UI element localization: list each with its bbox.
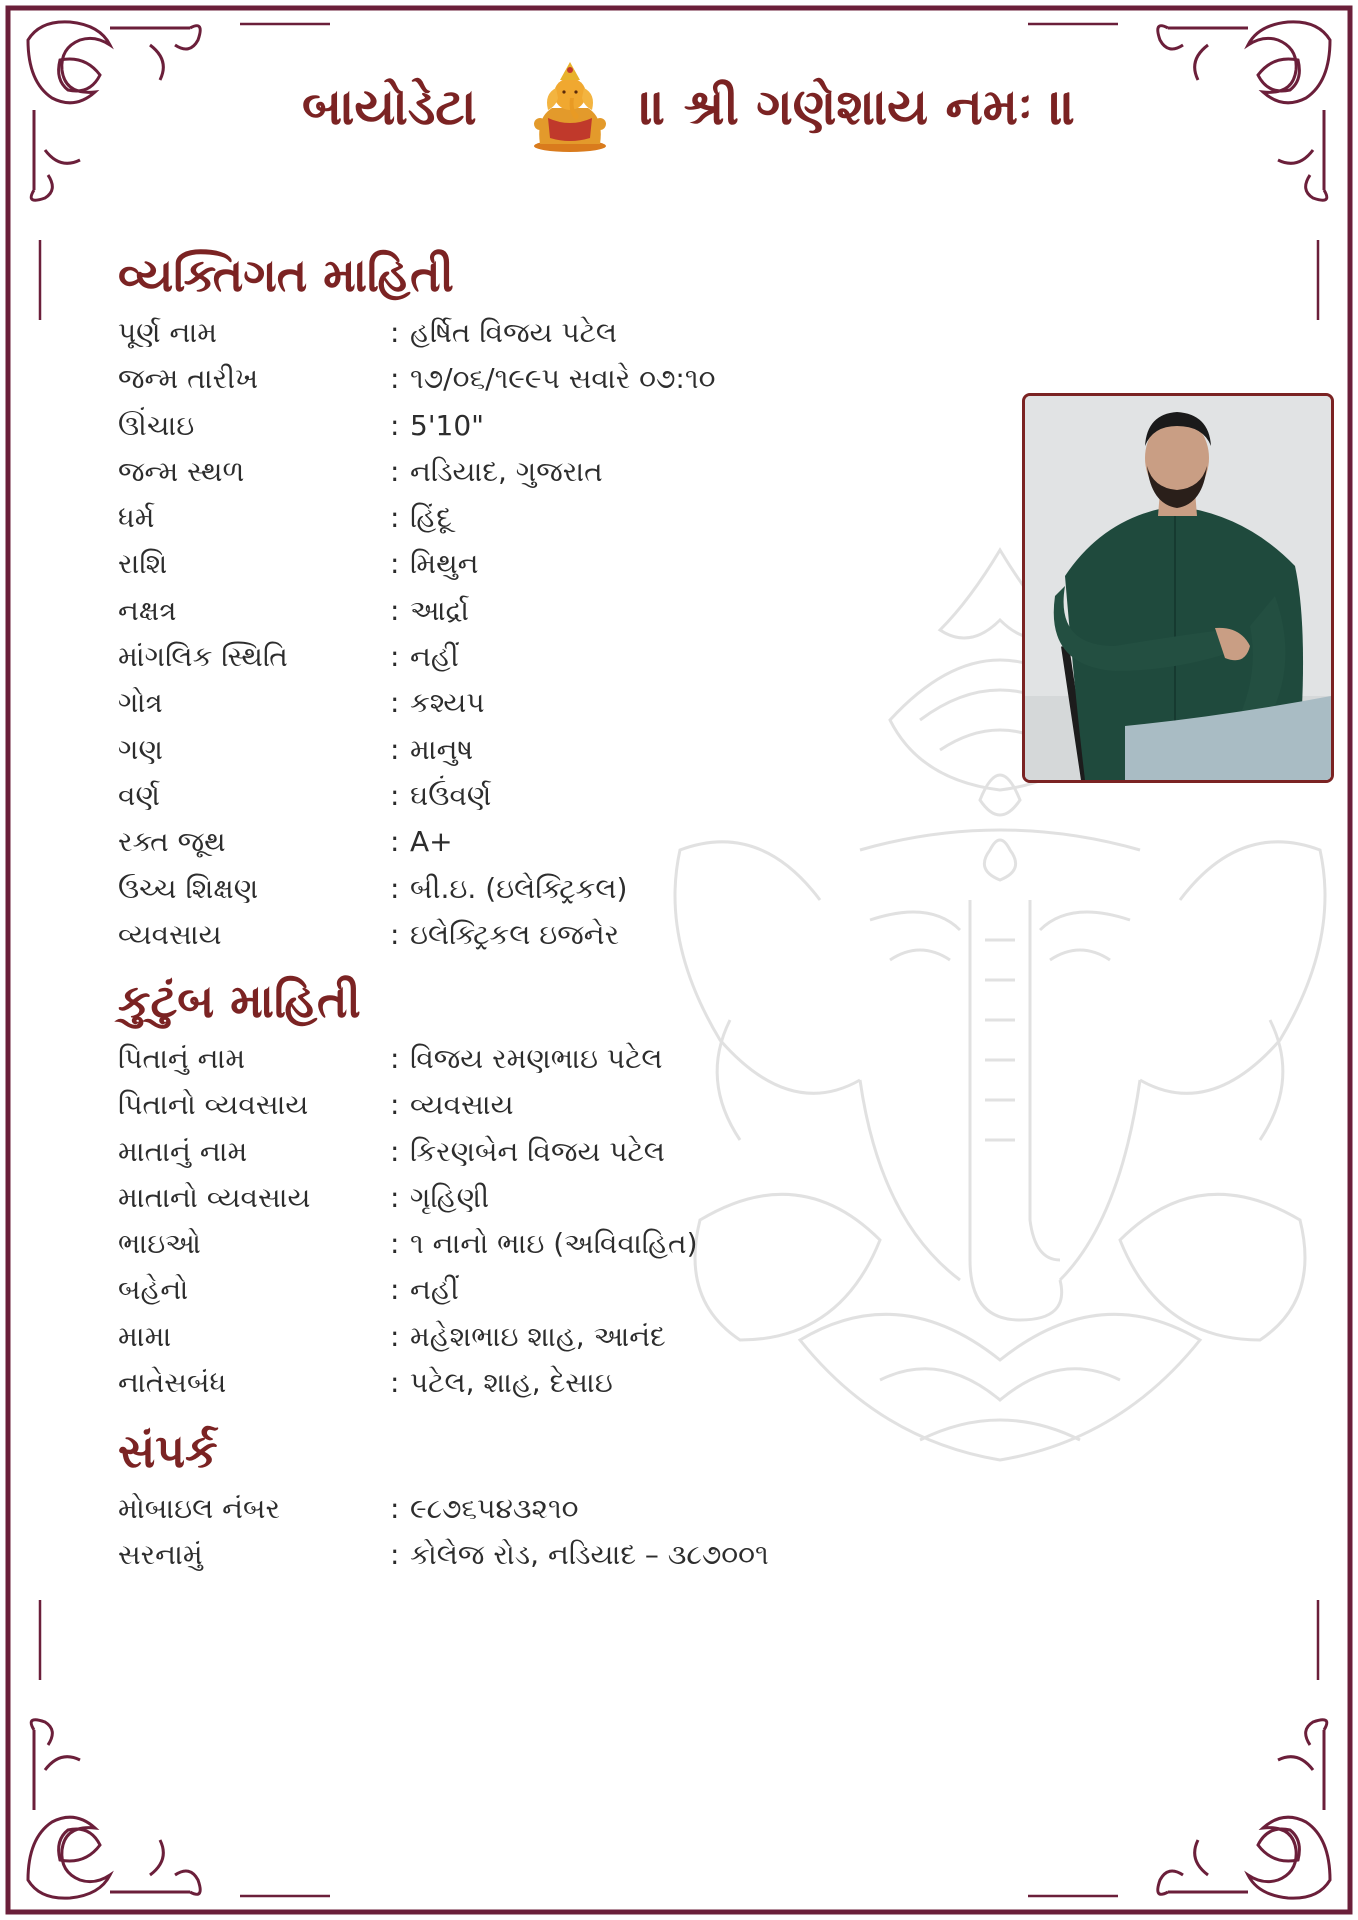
contact-info-label: સરનામું xyxy=(118,1538,203,1572)
personal-info-label: રાશિ xyxy=(118,547,168,581)
personal-info-value: બી.ઇ. (ઇલેક્ટ્રિકલ) xyxy=(410,871,628,905)
personal-info-value: હર્ષિત વિજય પટેલ xyxy=(410,316,618,349)
personal-info-row xyxy=(118,449,758,495)
family-info-list xyxy=(118,1036,758,1406)
colon-separator: : xyxy=(390,640,400,674)
family-info-value: કિરણબેન વિજય પટેલ xyxy=(410,1134,665,1168)
colon-separator: : xyxy=(390,501,400,535)
colon-separator: : xyxy=(390,316,400,349)
family-info-label: નાતેસબંધ xyxy=(118,1366,227,1400)
personal-info-value: ૧૭/૦૬/૧૯૯૫ સવારે ૦૭:૧૦ xyxy=(410,362,716,396)
personal-info-value: 5'10" xyxy=(410,408,485,442)
personal-info-label: પૂર્ણ નામ xyxy=(118,316,217,349)
family-info-label: માતાનું નામ xyxy=(118,1134,248,1168)
personal-info-label: ઊંચાઇ xyxy=(118,408,195,442)
personal-info-label: રક્ત જૂથ xyxy=(118,825,226,859)
personal-info-row xyxy=(118,773,758,819)
family-info-label: માતાનો વ્યવસાય xyxy=(118,1180,311,1214)
personal-info-label: માંગલિક સ્થિતિ xyxy=(118,640,288,674)
colon-separator: : xyxy=(390,686,400,720)
colon-separator: : xyxy=(390,1538,400,1572)
colon-separator: : xyxy=(390,408,400,442)
personal-info-label: જન્મ સ્થળ xyxy=(118,454,245,488)
colon-separator: : xyxy=(390,362,400,396)
contact-info-row xyxy=(118,1532,769,1578)
contact-info-label: મોબાઇલ નંબર xyxy=(118,1492,281,1525)
family-info-row xyxy=(118,1175,758,1221)
colon-separator: : xyxy=(390,1088,400,1122)
colon-separator: : xyxy=(390,1042,400,1075)
colon-separator: : xyxy=(390,1492,400,1525)
person-photo-icon xyxy=(1025,396,1331,780)
personal-info-value: હિંદૂ xyxy=(410,501,452,535)
family-info-label: ભાઇઓ xyxy=(118,1227,201,1261)
personal-info-row xyxy=(118,495,758,541)
personal-info-label: ગોત્ર xyxy=(118,686,163,720)
personal-info-row xyxy=(118,912,758,958)
shri-ganeshay-namah-heading: ॥ શ્રી ગણેશાય નમઃ ॥ xyxy=(640,78,1077,136)
personal-info-row xyxy=(118,727,758,773)
colon-separator: : xyxy=(390,547,400,581)
personal-info-row xyxy=(118,403,758,449)
personal-info-value: મિથુન xyxy=(410,547,479,581)
section-title-contact: સંપર્ક xyxy=(118,1424,218,1478)
colon-separator: : xyxy=(390,1227,400,1261)
family-info-value: ૧ નાનો ભાઇ (અવિવાહિત) xyxy=(410,1227,698,1261)
personal-info-label: વ્યવસાય xyxy=(118,917,222,951)
colon-separator: : xyxy=(390,1273,400,1307)
contact-info-value: ૯૮૭૬૫૪૩૨૧૦ xyxy=(410,1492,579,1525)
family-info-value: વ્યવસાય xyxy=(410,1088,514,1122)
personal-info-label: જન્મ તારીખ xyxy=(118,362,259,396)
colon-separator: : xyxy=(390,1180,400,1214)
personal-info-label: નક્ષત્ર xyxy=(118,593,177,627)
colon-separator: : xyxy=(390,1366,400,1400)
colon-separator: : xyxy=(390,917,400,951)
family-info-value: ગૃહિણી xyxy=(410,1180,490,1214)
personal-info-label: ગણ xyxy=(118,732,163,766)
personal-info-row xyxy=(118,588,758,634)
colon-separator: : xyxy=(390,1319,400,1353)
personal-info-label: વર્ણ xyxy=(118,778,160,812)
family-info-value: મહેશભાઇ શાહ, આનંદ xyxy=(410,1319,666,1353)
personal-info-list xyxy=(118,310,758,958)
personal-info-row xyxy=(118,866,758,912)
personal-info-value: માનુષ xyxy=(410,732,474,766)
contact-info-row xyxy=(118,1486,758,1532)
personal-info-row xyxy=(118,310,758,356)
family-info-row xyxy=(118,1221,758,1267)
contact-info-list xyxy=(118,1486,769,1579)
family-info-label: પિતાનું નામ xyxy=(118,1042,246,1075)
family-info-value: પટેલ, શાહ, દેસાઇ xyxy=(410,1366,613,1400)
section-title-family: કુટુંબ માહિતી xyxy=(118,974,361,1028)
family-info-label: પિતાનો વ્યવસાય xyxy=(118,1088,309,1122)
colon-separator: : xyxy=(390,1134,400,1168)
family-info-label: બહેનો xyxy=(118,1273,189,1307)
family-info-label: મામા xyxy=(118,1319,172,1353)
personal-info-value: નડિયાદ, ગુજરાત xyxy=(410,454,603,488)
personal-info-value: A+ xyxy=(410,825,453,859)
colon-separator: : xyxy=(390,778,400,812)
personal-info-label: ધર્મ xyxy=(118,501,155,535)
ganesh-idol-icon xyxy=(526,58,614,154)
personal-info-row xyxy=(118,541,758,587)
colon-separator: : xyxy=(390,871,400,905)
personal-info-row xyxy=(118,680,758,726)
profile-photo xyxy=(1022,393,1334,783)
contact-info-value: કોલેજ રોડ, નડિયાદ – ૩૮૭૦૦૧ xyxy=(410,1538,769,1572)
personal-info-value: ઘઉંવર્ણ xyxy=(410,778,492,812)
family-info-row xyxy=(118,1267,758,1313)
section-title-personal: વ્યક્તિગત માહિતી xyxy=(118,248,454,302)
personal-info-value: કશ્યપ xyxy=(410,686,485,720)
personal-info-value: નહીં xyxy=(410,640,459,674)
personal-info-label: ઉચ્ચ શિક્ષણ xyxy=(118,871,259,905)
family-info-row xyxy=(118,1082,758,1128)
family-info-value: નહીં xyxy=(410,1273,459,1307)
family-info-value: વિજય રમણભાઇ પટેલ xyxy=(410,1042,663,1075)
colon-separator: : xyxy=(390,593,400,627)
colon-separator: : xyxy=(390,454,400,488)
family-info-row xyxy=(118,1314,758,1360)
personal-info-row xyxy=(118,819,758,865)
family-info-row xyxy=(118,1360,758,1406)
personal-info-row xyxy=(118,356,758,402)
family-info-row xyxy=(118,1129,758,1175)
biodata-title: બાયોડેટા xyxy=(302,78,477,136)
family-info-row xyxy=(118,1036,758,1082)
colon-separator: : xyxy=(390,732,400,766)
personal-info-row xyxy=(118,634,758,680)
colon-separator: : xyxy=(390,825,400,859)
personal-info-value: આર્દ્રા xyxy=(410,593,470,627)
personal-info-value: ઇલેક્ટ્રિકલ ઇજનેર xyxy=(410,917,620,951)
header xyxy=(0,58,1358,168)
